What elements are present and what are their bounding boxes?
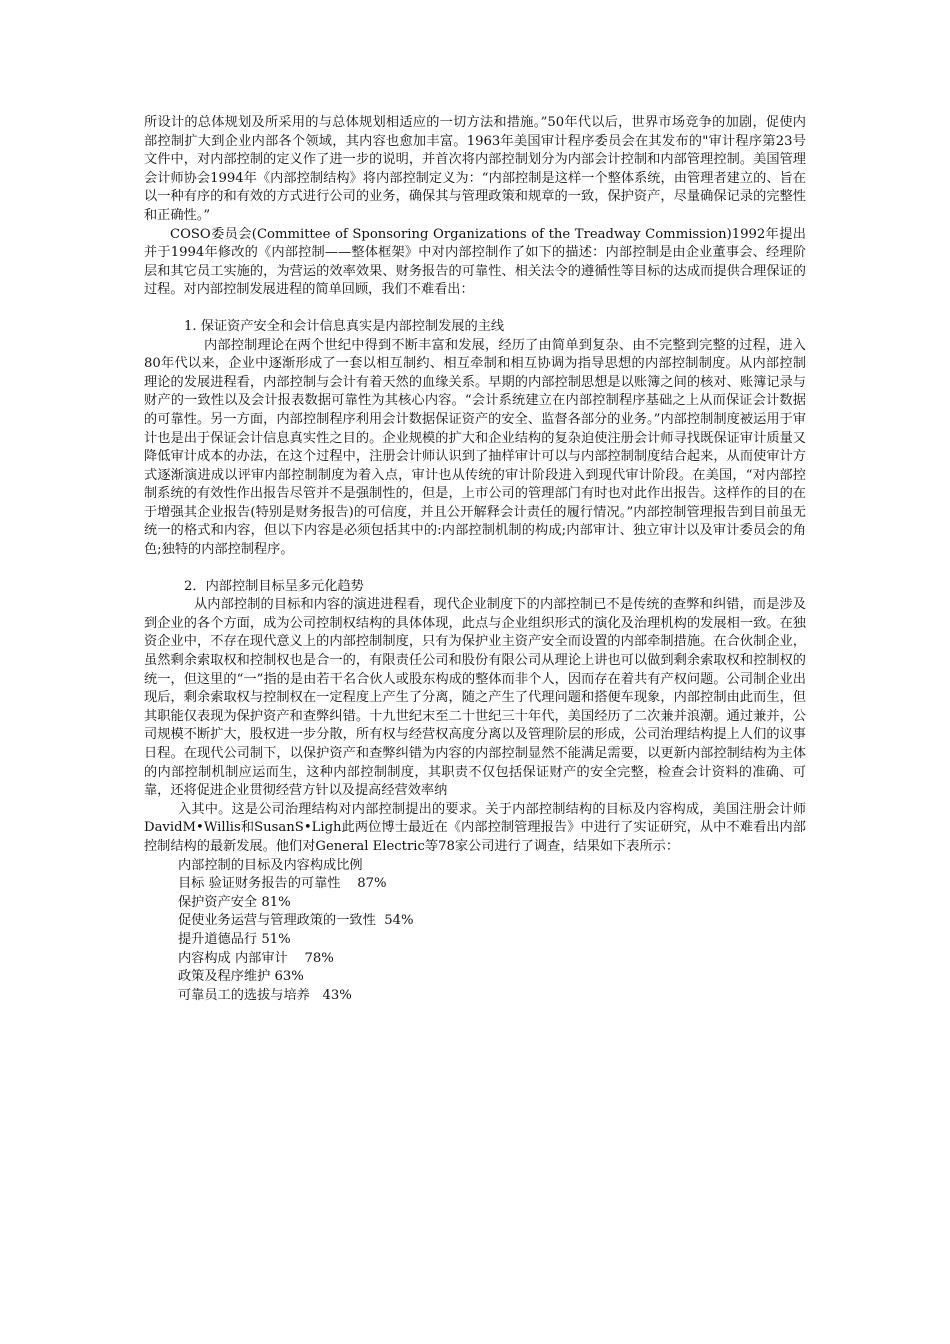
table-row: 目标 验证财务报告的可靠性 87% <box>178 876 387 892</box>
paragraph-section-2-body: 从内部控制的目标和内容的演进进程看，现代企业制度下的内部控制已不是传统的查弊和纠错，而是涉及到企业的各个方面，成为公司控制权结构的具体体现，此点与企业组织形式的演化及治理机构的发展相一致。在独资企业中，不存在现代意义上的内部控制制度，只有为保护业主资产安全而设置的内部牵制措施。在合伙制企业，虽然剩余索取权和控制权也是合一的，有限责任公司和股份有限公司从理论上讲也可以做到剩余索取权和控制权的统一，但这里的“一”指的是由若干名合伙人或股东构成的整体而非个人，因而存在着共有产权问题。公司制企业出现后，剩余索取权与控制权在一定程度上产生了分离，随之产生了代理问题和搭便车现象，内部控制由此而生，但其职能仅表现为保护资产和查弊纠错。十九世纪末至二十世纪三十年代，美国经历了二次兼并浪潮。通过兼并，公司规模不断扩大，股权进一步分散，所有权与经营权高度分离以及管理阶层的形成，公司治理结构提上人们的议事日程。在现代公司制下，以保护资产和查弊纠错为内容的内部控制显然不能满足需要，以更新内部控制结构为主体的内部控制机制应运而生，这种内部控制制度，其职责不仅包括保证财产的安全完整，检查会计资料的准确、可靠，还将促进企业贯彻经营方针以及提高经营效率纳 <box>144 597 806 799</box>
survey-table <box>144 875 806 1005</box>
paragraph-definition-history: 所设计的总体规划及所采用的与总体规划相适应的一切方法和措施。”50年代以后，世界市场竞争的加剧，促使内部控制扩大到企业内部各个领域，其内容也愈加丰富。1963年美国审计程序委员会在其发布的"审计程序第23号文件中，对内部控制的定义作了进一步的说明，并首次将内部控制划分为内部会计控制和内部管理控制。美国管理会计师协会1994年《内部控制结构》将内部控制定义为：“内部控制是这样一个整体系统，由管理者建立的、旨在以一种有序的和有效的方式进行公司的业务，确保其与管理政策和规章的一致，保护资产，尽量确保记录的完整性和正确性。” <box>144 115 806 223</box>
table-row: 提升道德品行 51% <box>178 931 291 947</box>
table-title: 内部控制的目标及内容构成比例 <box>178 857 363 873</box>
section-heading-1: 1. 保证资产安全和会计信息真实是内部控制发展的主线 <box>184 318 505 334</box>
section-heading-2: 2．内部控制目标呈多元化趋势 <box>184 578 364 594</box>
paragraph-survey-intro: 入其中。这是公司治理结构对内部控制提出的要求。关于内部控制结构的目标及内容构成，美国注册会计师DavidM•Willis和SusanS•Ligh此两位博士最近在《内部控制管理报告》中进行了实证研究，从中不难看出内部控制结构的最新发展。他们对General Electric等78家公司进行了调查，结果如下表所示： <box>144 801 806 854</box>
table-row: 可靠员工的选拔与培养 43% <box>178 987 352 1003</box>
table-row: 保护资产安全 81% <box>178 894 291 910</box>
table-row: 促使业务运营与管理政策的一致性 54% <box>178 913 414 929</box>
paragraph-coso-definition: COSO委员会(Committee of Sponsoring Organizations of the Treadway Commission)1992年提出并于1994年修改的《内部控制——整体框架》中对内部控制作了如下的描述：内部控制是由企业董事会、经理阶层和其它员工实施的，为营运的效率效果、财务报告的可靠性、相关法令的遵循性等目标的达成而提供合理保证的过程。对内部控制发展进程的简单回顾，我们不难看出： <box>144 226 806 298</box>
paragraph-section-1-body: 内部控制理论在两个世纪中得到不断丰富和发展，经历了由简单到复杂、由不完整到完整的过程，进入80年代以来，企业中逐渐形成了一套以相互制约、相互牵制和相互协调为指导思想的内部控制制度。从内部控制理论的发展进程看，内部控制与会计有着天然的血缘关系。早期的内部控制思想是以账簿之间的核对、账簿记录与财产的一致性以及会计报表数据可靠性为其核心内容。“会计系统建立在内部控制程序基础之上从而保证会计数据的可靠性。另一方面，内部控制程序利用会计数据保证资产的安全、监督各部分的业务。”内部控制制度被运用于审计也是出于保证会计信息真实性之目的。企业规模的扩大和企业结构的复杂迫使注册会计师寻找既保证审计质量又降低审计成本的办法，在这个过程中，注册会计师认识到了抽样审计可以与内部控制制度结合起来，从而使审计方式逐渐演进成以评审内部控制制度为着入点，审计也从传统的审计阶段进入到现代审计阶段。在美国，“对内部控制系统的有效性作出报告尽管并不是强制性的，但是，上市公司的管理部门有时也对此作出报告。这样作的目的在于增强其企业报告(特别是财务报告)的可信度，并且公开解释会计责任的履行情况。”内部控制管理报告到目前虽无统一的格式和内容，但以下内容是必须包括其中的:内部控制机制的构成;内部审计、独立审计以及审计委员会的角色;独特的内部控制程序。 <box>144 337 806 558</box>
document-page <box>144 114 806 1005</box>
table-row: 内容构成 内部审计 78% <box>178 950 334 966</box>
table-row: 政策及程序维护 63% <box>178 969 304 985</box>
